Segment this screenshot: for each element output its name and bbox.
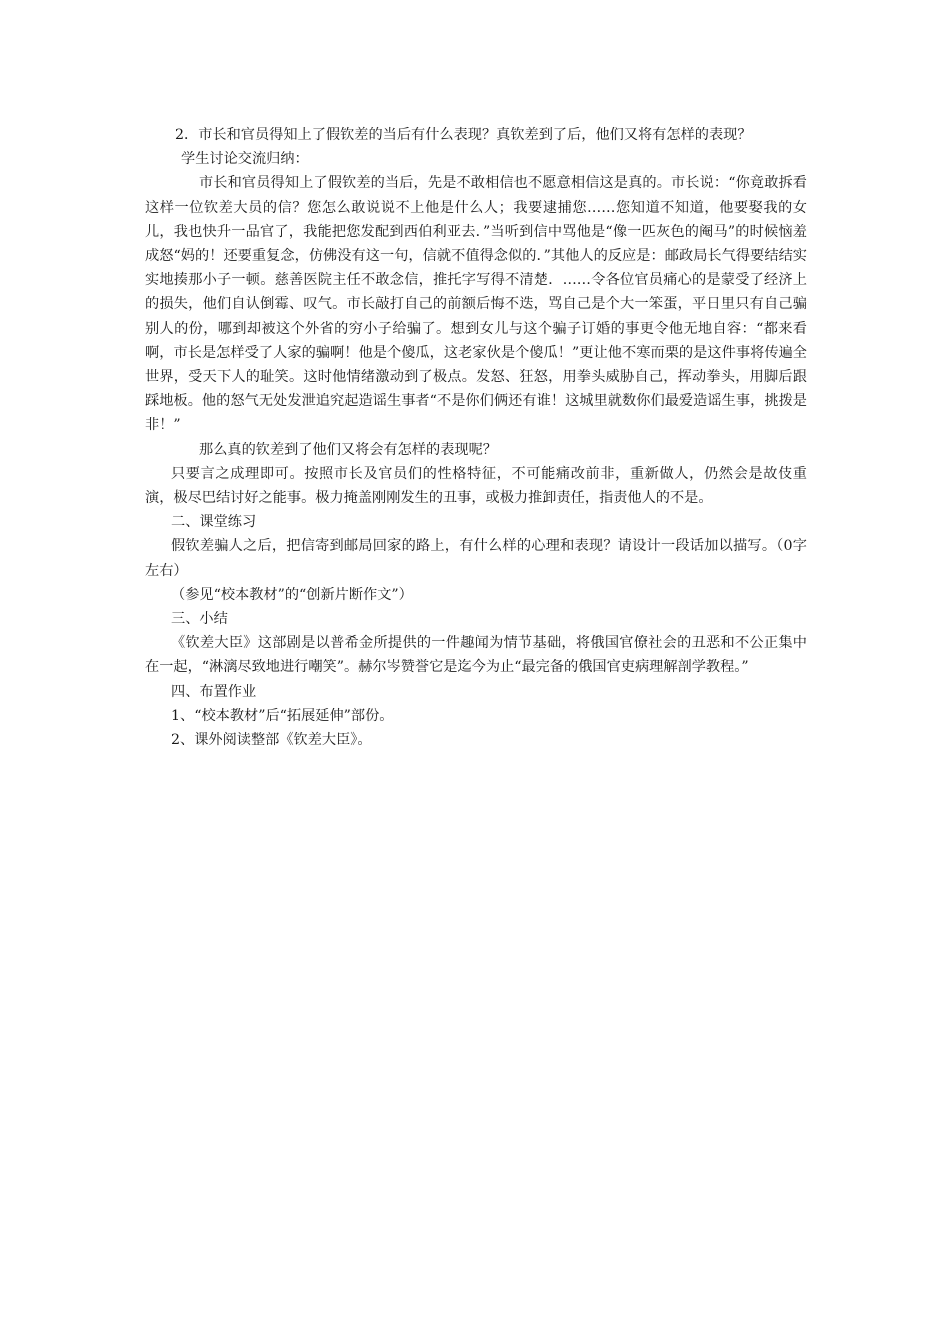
summary-body: 市长和官员得知上了假钦差的当后，先是不敢相信也不愿意相信这是真的。市长说：“你竟敢拆看这样一位钦差大员的信？您怎么敢说说不上他是什么人；我要逮捕您……您知道不知道，他要娶我的女儿，我也快升一品官了，我能把您发配到西伯利亚去．”当听到信中骂他是“像一匹灰色的阉马”的时候恼羞成怒“妈的！还要重复念，仿佛没有这一句，信就不值得念似的．”其他人的反应是：邮政局长气得要结结实实地揍那小子一顿。慈善医院主任不敢念信，推托字写得不清楚．……令各位官员痛心的是蒙受了经济上的损失，他们自认倒霉、叹气。市长敲打自己的前额后悔不迭，骂自己是个大一笨蛋，平日里只有自己骗别人的份，哪到却被这个外省的穷小子给骗了。想到女儿与这个骗子订婚的事更令他无地自容：“都来看啊，市长是怎样受了人家的骗啊！他是个傻瓜，这老家伙是个傻瓜！”更让他不寒而栗的是这件事将传遍全世界，受天下人的耻笑。这时他情绪激动到了极点。发怒、狂怒，用拳头威胁自己，挥动拳头，用脚后跟踩地板。他的怒气无处发泄追究起造谣生事者“不是你们俩还有谁！这城里就数你们最爱造谣生事，挑拨是非！” — [145, 175, 807, 434]
section-3-body: 《钦差大臣》这部剧是以普希金所提供的一件趣闻为情节基础，将俄国官僚社会的丑恶和不公正集中在一起，“淋漓尽致地进行嘲笑”。赫尔岑赞誉它是迄今为止“最完备的俄国官吏病理解剖学教程。” — [145, 635, 807, 676]
summary-intro: 学生讨论交流归纳： — [181, 151, 309, 168]
section-2-note: （参见“校本教材”的“创新片断作文”） — [171, 586, 413, 603]
homework-item-1: 1、“校本教材”后“拓展延伸”部份。 — [171, 707, 394, 724]
real-inspector-answer: 只要言之成理即可。按照市长及官员们的性格特征，不可能痛改前非，重新做人，仍然会是故伎重演，极尽巴结讨好之能事。极力掩盖刚刚发生的丑事，或极力推卸责任，指责他人的不是。 — [145, 465, 807, 507]
question-2: 2．市长和官员得知上了假钦差的当后有什么表现？真钦差到了后，他们又将有怎样的表现？ — [175, 127, 752, 143]
homework-item-2: 2、课外阅读整部《钦差大臣》。 — [171, 732, 372, 749]
document-page — [145, 123, 807, 752]
section-3-heading: 三、小结 — [171, 611, 228, 628]
section-2-body: 假钦差骗人之后，把信寄到邮局回家的路上，有什么样的心理和表现？请设计一段话加以描写。（0字左右） — [145, 538, 807, 579]
real-inspector-question: 那么真的钦差到了他们又将会有怎样的表现呢？ — [199, 441, 497, 458]
section-2-heading: 二、课堂练习 — [171, 514, 257, 531]
section-4-heading: 四、布置作业 — [171, 683, 257, 700]
